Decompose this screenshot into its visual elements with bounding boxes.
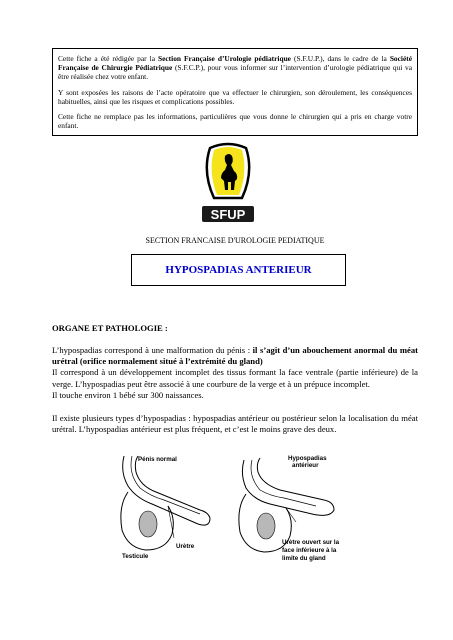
label-anterieur: antérieur [292, 462, 319, 469]
intro-paragraph-1: Cette fiche a été rédigée par la Section Française d’Urologie pédiatrique (S.F.U.P.), dans le cadre de la Société Française de Chirurgie Pédiatrique (S.F.C.P.), pour vous informer sur l’intervention d’urologie pédiatrique qui va être réalisée chez votre enfant. [58, 54, 412, 82]
hypospadias-drawing [239, 458, 334, 552]
organization-name: SECTION FRANCAISE D'UROLOGIE PEDIATIQUE [145, 236, 325, 245]
sfup-logo [190, 142, 266, 236]
label-open-2: face inférieure à la [282, 547, 337, 554]
document-title: HYPOSPADIAS ANTERIEUR [131, 254, 346, 286]
section-heading: ORGANE ET PATHOLOGIE : [52, 323, 168, 333]
logo-text: SFUP [210, 207, 246, 222]
label-open-3: limite du gland [282, 555, 326, 562]
section-paragraph-1: L’hypospadias correspond à une malformation du pénis : il s’agit d’un abouchement anormal du méat urétral (orifice normalement situé à l’extrémité du gland) Il correspond à un développement incomplet des tissus formant la face ventrale (partie inférieure) de la verge. L’hypospadias peut être associé à une courbure de la verge et à un prépuce incomplet. Il touche environ 1 bébé sur 300 naissances. [52, 345, 419, 400]
label-testicule: Testicule [122, 553, 149, 560]
intro-paragraph-3: Cette fiche ne remplace pas les informations, particulières que vous donne le chirurgien qui a pris en charge votre enfant. [58, 112, 412, 131]
intro-paragraph-2: Y sont exposées les raisons de l’acte opératoire que va effectuer le chirurgien, son déroulement, les conséquences habituelles, ainsi que les risques et complications possibles. [58, 87, 412, 106]
anatomy-illustration [112, 452, 342, 572]
intro-box [52, 48, 418, 136]
label-uretre: Urètre [176, 543, 195, 550]
label-normal: Pénis normal [138, 456, 177, 463]
label-open-1: Urètre ouvert sur la [282, 539, 340, 546]
label-hypospadias: Hypospadias [288, 455, 327, 462]
section-paragraph-2: Il existe plusieurs types d’hypospadias : hypospadias antérieur ou postérieur selon la localisation du méat urétral. L’hypospadias antérieur est plus fréquent, et c’est le moins grave des deux. [52, 413, 418, 435]
normal-penis-drawing [121, 456, 210, 550]
